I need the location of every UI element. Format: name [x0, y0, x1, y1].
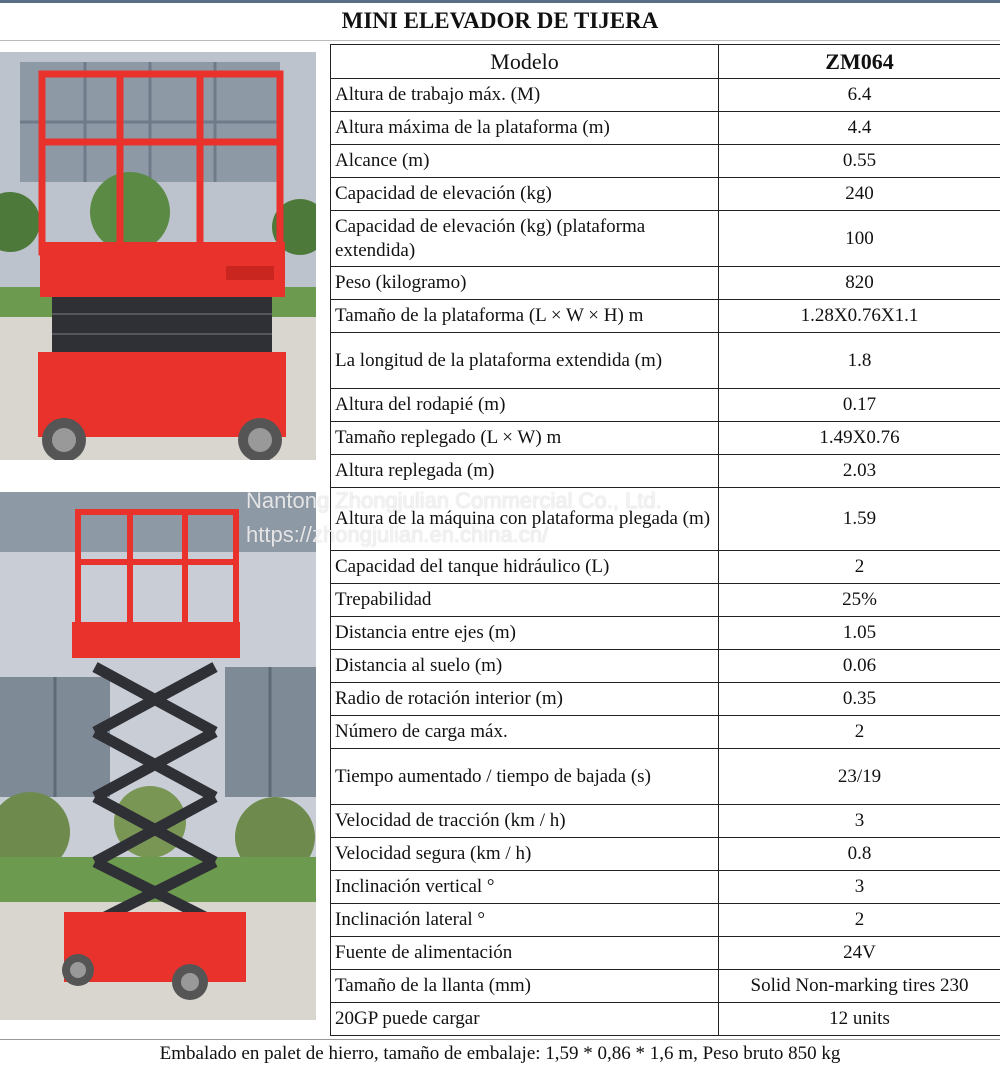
table-header-row [331, 45, 1000, 79]
spec-label: Tamaño replegado (L × W) m [331, 422, 719, 455]
table-row [331, 904, 1000, 937]
spec-label: 20GP puede cargar [331, 1003, 719, 1036]
spec-label: Fuente de alimentación [331, 937, 719, 970]
watermark-url: https://zhongjulian.en.china.cn/ [246, 522, 549, 547]
spec-label: La longitud de la plataforma extendida (m) [331, 333, 719, 389]
table-row [331, 211, 1000, 267]
table-row [331, 871, 1000, 904]
table-row [331, 178, 1000, 211]
spec-value: 0.06 [719, 650, 1000, 683]
spec-label: Inclinación vertical ° [331, 871, 719, 904]
spec-value: 6.4 [719, 79, 1000, 112]
spec-label: Radio de rotación interior (m) [331, 683, 719, 716]
table-row [331, 749, 1000, 805]
spec-value: 1.59 [719, 488, 1000, 551]
watermark-company: Nantong Zhongjulian Commercial Co., Ltd. [246, 488, 662, 513]
spec-value: 0.17 [719, 389, 1000, 422]
spec-label: Número de carga máx. [331, 716, 719, 749]
spec-label: Capacidad de elevación (kg) (plataforma extendida) [331, 211, 719, 267]
header-label: Modelo [331, 45, 719, 79]
table-row [331, 422, 1000, 455]
spec-value: 0.35 [719, 683, 1000, 716]
spec-label: Tamaño de la llanta (mm) [331, 970, 719, 1003]
table-row [331, 551, 1000, 584]
spec-label: Altura de la máquina con plataforma plegada (m) [331, 488, 719, 551]
table-row [331, 267, 1000, 300]
spec-label: Inclinación lateral ° [331, 904, 719, 937]
spec-value: 0.55 [719, 145, 1000, 178]
spec-label: Altura de trabajo máx. (M) [331, 79, 719, 112]
spec-label: Tiempo aumentado / tiempo de bajada (s) [331, 749, 719, 805]
spec-label: Capacidad de elevación (kg) [331, 178, 719, 211]
spec-value: 2 [719, 716, 1000, 749]
spec-value: 23/19 [719, 749, 1000, 805]
spec-label: Distancia al suelo (m) [331, 650, 719, 683]
spec-value: 0.8 [719, 838, 1000, 871]
spec-label: Distancia entre ejes (m) [331, 617, 719, 650]
product-photo-raised [0, 492, 316, 1020]
spec-label: Altura máxima de la plataforma (m) [331, 112, 719, 145]
table-row [331, 970, 1000, 1003]
table-row [331, 1003, 1000, 1036]
table-row [331, 79, 1000, 112]
spec-value: 2 [719, 904, 1000, 937]
spec-label: Trepabilidad [331, 584, 719, 617]
spec-value: 12 units [719, 1003, 1000, 1036]
spec-value: 2 [719, 551, 1000, 584]
spec-value: 3 [719, 871, 1000, 904]
spec-label: Altura del rodapié (m) [331, 389, 719, 422]
spec-value: 1.28X0.76X1.1 [719, 300, 1000, 333]
product-photo-stowed [0, 52, 316, 460]
table-row [331, 937, 1000, 970]
spec-value: 820 [719, 267, 1000, 300]
spec-label: Tamaño de la plataforma (L × W × H) m [331, 300, 719, 333]
table-row [331, 805, 1000, 838]
packaging-note: Embalado en palet de hierro, tamaño de embalaje: 1,59 * 0,86 * 1,6 m, Peso bruto 850 kg [159, 1043, 841, 1064]
spec-table [330, 44, 1000, 1036]
spec-value: 3 [719, 805, 1000, 838]
table-row [331, 617, 1000, 650]
top-border [0, 0, 1000, 3]
spec-label: Capacidad del tanque hidráulico (L) [331, 551, 719, 584]
spec-value: 1.8 [719, 333, 1000, 389]
table-row [331, 716, 1000, 749]
table-row [331, 838, 1000, 871]
spec-value: 240 [719, 178, 1000, 211]
table-row [331, 455, 1000, 488]
spec-value: 4.4 [719, 112, 1000, 145]
header-model: ZM064 [719, 45, 1000, 79]
spec-value: 25% [719, 584, 1000, 617]
table-row [331, 333, 1000, 389]
footer-divider [0, 1039, 1000, 1040]
table-row [331, 389, 1000, 422]
table-row [331, 584, 1000, 617]
spec-label: Altura replegada (m) [331, 455, 719, 488]
spec-label: Alcance (m) [331, 145, 719, 178]
spec-value: Solid Non-marking tires 230 [719, 970, 1000, 1003]
spec-label: Velocidad segura (km / h) [331, 838, 719, 871]
spec-label: Peso (kilogramo) [331, 267, 719, 300]
page-title: MINI ELEVADOR DE TIJERA [341, 8, 659, 33]
table-row [331, 650, 1000, 683]
spec-value: 1.49X0.76 [719, 422, 1000, 455]
spec-label: Velocidad de tracción (km / h) [331, 805, 719, 838]
table-row [331, 683, 1000, 716]
title-divider [0, 40, 1000, 41]
table-row [331, 145, 1000, 178]
spec-value: 1.05 [719, 617, 1000, 650]
spec-value: 100 [719, 211, 1000, 267]
spec-value: 2.03 [719, 455, 1000, 488]
table-row [331, 488, 1000, 551]
spec-value: 24V [719, 937, 1000, 970]
table-row [331, 112, 1000, 145]
table-row [331, 300, 1000, 333]
